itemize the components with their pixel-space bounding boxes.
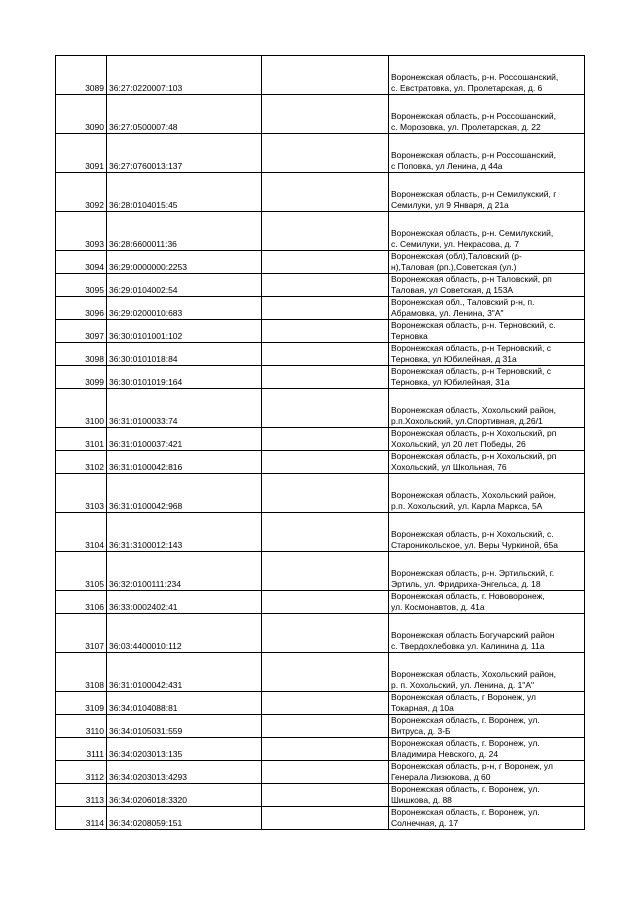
note-cell	[262, 692, 389, 715]
cadastral-number: 36:34:0203013:4293	[107, 761, 262, 784]
note-cell	[262, 56, 389, 95]
address-cell: Воронежская область, р-н Хохольский, с. Староникольское, ул. Веры Чуркиной, 65а	[389, 513, 585, 552]
row-number: 3094	[56, 251, 107, 274]
table-row	[56, 320, 585, 343]
cadastral-number: 36:31:3100012:143	[107, 513, 262, 552]
cadastral-number: 36:29:0000000:2253	[107, 251, 262, 274]
note-cell	[262, 738, 389, 761]
note-cell	[262, 274, 389, 297]
table-row	[56, 474, 585, 513]
row-number: 3095	[56, 274, 107, 297]
table-row	[56, 212, 585, 251]
table-row	[56, 513, 585, 552]
row-number: 3105	[56, 552, 107, 591]
address-cell: Воронежская область, р-н, г Воронеж, ул Генерала Лизюкова, д 60	[389, 761, 585, 784]
cadastral-number: 36:30:0101019:164	[107, 366, 262, 389]
note-cell	[262, 95, 389, 134]
table-row	[56, 297, 585, 320]
row-number: 3090	[56, 95, 107, 134]
note-cell	[262, 807, 389, 830]
table-row	[56, 343, 585, 366]
table-row	[56, 451, 585, 474]
table-row	[56, 807, 585, 830]
cadastral-number: 36:34:0206018:3320	[107, 784, 262, 807]
cadastral-number: 36:29:0104002:54	[107, 274, 262, 297]
row-number: 3096	[56, 297, 107, 320]
row-number: 3114	[56, 807, 107, 830]
cadastral-number: 36:32:0100111:234	[107, 552, 262, 591]
note-cell	[262, 428, 389, 451]
note-cell	[262, 614, 389, 653]
row-number: 3107	[56, 614, 107, 653]
note-cell	[262, 552, 389, 591]
address-cell: Воронежская область, г. Воронеж, ул. Витруса, д. 3-Б	[389, 715, 585, 738]
row-number: 3098	[56, 343, 107, 366]
address-cell: Воронежская область, Хохольский район, р.п.Хохольский, ул.Спортивная, д.26/1	[389, 389, 585, 428]
row-number: 3100	[56, 389, 107, 428]
row-number: 3112	[56, 761, 107, 784]
cadastral-number: 36:34:0203013:135	[107, 738, 262, 761]
table-row	[56, 614, 585, 653]
address-cell: Воронежская область, р-н Россошанский, с Поповка, ул Ленина, д 44а	[389, 134, 585, 173]
table-body	[56, 56, 585, 830]
address-cell: Воронежская область, р-н Хохольский, рп Хохольский, ул 20 лет Победы, 26	[389, 428, 585, 451]
row-number: 3113	[56, 784, 107, 807]
note-cell	[262, 761, 389, 784]
row-number: 3111	[56, 738, 107, 761]
table-row	[56, 784, 585, 807]
address-cell: Воронежская (обл),Таловский (р- н),Таловая (рп.),Советская (ул.)	[389, 251, 585, 274]
cadastral-number: 36:03:4400010:112	[107, 614, 262, 653]
note-cell	[262, 297, 389, 320]
cadastral-number: 36:34:0208059:151	[107, 807, 262, 830]
address-cell: Воронежская область, г. Воронеж, ул. Шишкова, д. 88	[389, 784, 585, 807]
row-number: 3091	[56, 134, 107, 173]
address-cell: Воронежская область, р-н Таловский, рп Таловая, ул Советская, д 153А	[389, 274, 585, 297]
row-number: 3109	[56, 692, 107, 715]
note-cell	[262, 591, 389, 614]
note-cell	[262, 513, 389, 552]
address-cell: Воронежская область, Хохольский район, р. п. Хохольский, ул. Ленина, д. 1"А"	[389, 653, 585, 692]
cadastral-number: 36:30:0101018:84	[107, 343, 262, 366]
note-cell	[262, 451, 389, 474]
row-number: 3092	[56, 173, 107, 212]
address-cell: Воронежская область, г. Нововоронеж, ул. Космонавтов, д. 41а	[389, 591, 585, 614]
address-cell: Воронежская область, Хохольский район, р.п. Хохольский, ул. Карла Маркса, 5А	[389, 474, 585, 513]
table-row	[56, 552, 585, 591]
property-table	[55, 55, 585, 830]
address-cell: Воронежская область, р-н Россошанский, с. Морозовка, ул. Пролетарская, д. 22	[389, 95, 585, 134]
note-cell	[262, 715, 389, 738]
address-cell: Воронежская область, р-н Семилукский, г Семилуки, ул 9 Января, д 21а	[389, 173, 585, 212]
cadastral-number: 36:30:0101001:102	[107, 320, 262, 343]
note-cell	[262, 784, 389, 807]
cadastral-number: 36:31:0100037:421	[107, 428, 262, 451]
cadastral-number: 36:28:0104015:45	[107, 173, 262, 212]
cadastral-number: 36:31:0100042:816	[107, 451, 262, 474]
address-cell: Воронежская область, р-н Хохольский, рп Хохольский, ул Школьная, 76	[389, 451, 585, 474]
cadastral-number: 36:31:0100042:431	[107, 653, 262, 692]
row-number: 3099	[56, 366, 107, 389]
note-cell	[262, 653, 389, 692]
cadastral-number: 36:28:6600011:36	[107, 212, 262, 251]
table-row	[56, 761, 585, 784]
row-number: 3102	[56, 451, 107, 474]
table-row	[56, 366, 585, 389]
row-number: 3108	[56, 653, 107, 692]
cadastral-number: 36:27:0220007:103	[107, 56, 262, 95]
table-row	[56, 274, 585, 297]
note-cell	[262, 173, 389, 212]
cadastral-number: 36:29:0200010:683	[107, 297, 262, 320]
address-cell: Воронежская область, р-н Терновский, с Терновка, ул Юбилейная, д 31а	[389, 343, 585, 366]
note-cell	[262, 212, 389, 251]
row-number: 3110	[56, 715, 107, 738]
address-cell: Воронежская обл., Таловский р-н, п. Абрамовка, ул. Ленина, 3"А"	[389, 297, 585, 320]
table-row	[56, 134, 585, 173]
cadastral-number: 36:27:0500007:48	[107, 95, 262, 134]
address-cell: Воронежская область, р-н. Семилукский, с. Семилуки, ул. Некрасова, д. 7	[389, 212, 585, 251]
table-row	[56, 56, 585, 95]
table-row	[56, 95, 585, 134]
row-number: 3089	[56, 56, 107, 95]
note-cell	[262, 366, 389, 389]
table-row	[56, 715, 585, 738]
table-row	[56, 173, 585, 212]
table-row	[56, 389, 585, 428]
row-number: 3104	[56, 513, 107, 552]
cadastral-number: 36:31:0100033:74	[107, 389, 262, 428]
cadastral-number: 36:34:0104088:81	[107, 692, 262, 715]
address-cell: Воронежская область, р-н Терновский, с Терновка, ул Юбилейная, 31а	[389, 366, 585, 389]
address-cell: Воронежская область, г Воронеж, ул Токарная, д 10а	[389, 692, 585, 715]
note-cell	[262, 251, 389, 274]
table-row	[56, 653, 585, 692]
row-number: 3097	[56, 320, 107, 343]
table-row	[56, 251, 585, 274]
table-row	[56, 428, 585, 451]
address-cell: Воронежская область, г. Воронеж, ул. Владимира Невского, д. 24	[389, 738, 585, 761]
cadastral-number: 36:31:0100042:968	[107, 474, 262, 513]
table-row	[56, 738, 585, 761]
note-cell	[262, 343, 389, 366]
row-number: 3103	[56, 474, 107, 513]
address-cell: Воронежская область, р-н. Эртильский, г. Эртиль, ул. Фридриха-Энгельса, д. 18	[389, 552, 585, 591]
note-cell	[262, 474, 389, 513]
cadastral-number: 36:33:0002402:41	[107, 591, 262, 614]
cadastral-number: 36:27:0760013:137	[107, 134, 262, 173]
row-number: 3093	[56, 212, 107, 251]
note-cell	[262, 389, 389, 428]
address-cell: Воронежская область, р-н. Россошанский, с. Евстратовка, ул. Пролетарская, д. 6	[389, 56, 585, 95]
row-number: 3101	[56, 428, 107, 451]
address-cell: Воронежская область, р-н. Терновский, с. Терновка	[389, 320, 585, 343]
address-cell: Воронежская область Богучарский район с. Твердохлебовка ул. Калинина д. 11а	[389, 614, 585, 653]
table-row	[56, 591, 585, 614]
cadastral-number: 36:34:0105031:559	[107, 715, 262, 738]
table-row	[56, 692, 585, 715]
address-cell: Воронежская область, г. Воронеж, ул. Солнечная, д. 17	[389, 807, 585, 830]
row-number: 3106	[56, 591, 107, 614]
note-cell	[262, 134, 389, 173]
note-cell	[262, 320, 389, 343]
